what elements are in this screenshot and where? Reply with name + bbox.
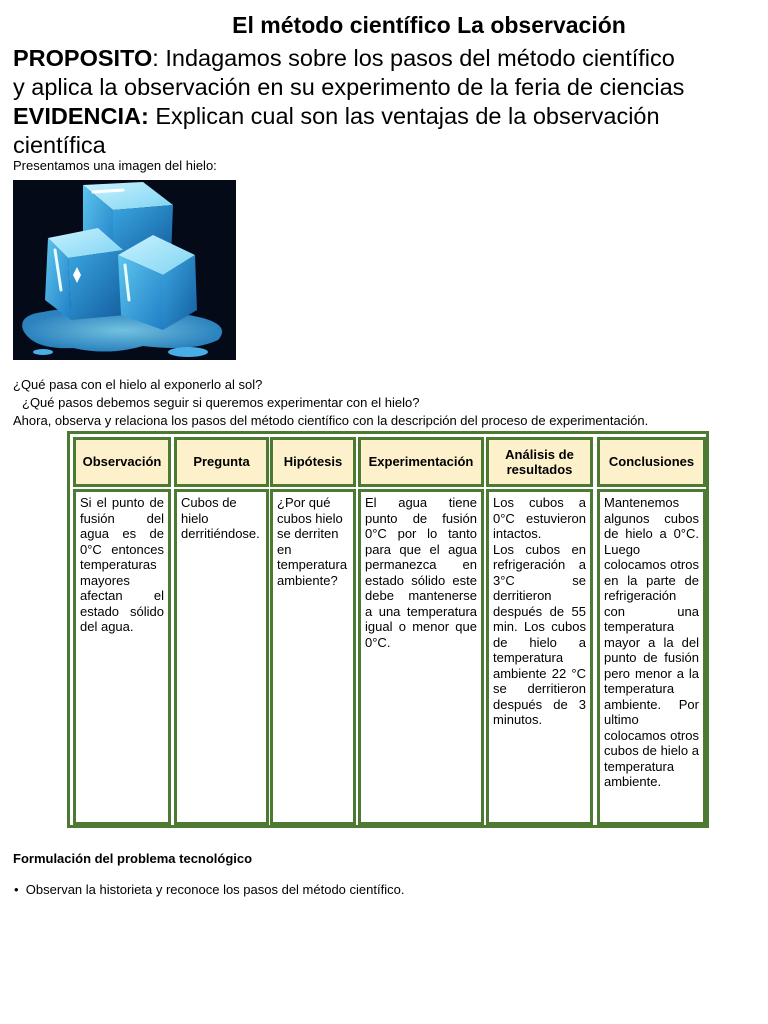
cell-pregunta bbox=[174, 489, 269, 825]
proposito-label: PROPOSITO bbox=[13, 45, 153, 71]
cell-conclusiones bbox=[597, 489, 706, 825]
proposito-text-2: y aplica la observación en su experimento de la feria de ciencias bbox=[13, 74, 685, 100]
bullet-item bbox=[14, 882, 404, 897]
section-title: Formulación del problema tecnológico bbox=[13, 851, 253, 866]
header-experimentacion: Experimentación bbox=[358, 437, 484, 487]
cell-observacion-text: Si el punto de fusión del agua es de 0°C entonces temperaturas mayores afectan el estado sólido del agua. bbox=[80, 495, 164, 634]
evidencia-text-1: Explican cual son las ventajas de la observación bbox=[148, 103, 660, 129]
header-conclusiones: Conclusiones bbox=[597, 437, 706, 487]
cell-hipotesis-text: ¿Por qué cubos hielo se derriten en temperatura ambiente? bbox=[277, 495, 348, 588]
header-analisis: Análisis de resultados bbox=[486, 437, 593, 487]
header-observacion: Observación bbox=[73, 437, 171, 487]
header-pregunta: Pregunta bbox=[174, 437, 269, 487]
cell-analisis bbox=[486, 489, 593, 825]
page-title: El método científico La observación bbox=[232, 12, 626, 38]
question-1: ¿Qué pasa con el hielo al exponerlo al sol? bbox=[13, 377, 263, 392]
cell-hipotesis bbox=[270, 489, 356, 825]
cell-conclusiones-text: Mantenemos algunos cubos de hielo a 0°C. Luego colocamos otros en la parte de refrigeración con una temperatura mayor a la del punto de fusión pero menor a la temperatura ambiente. Por ultimo colocamos otros cubos de hielo a temperatura ambiente. bbox=[604, 495, 699, 789]
cell-experimentacion bbox=[358, 489, 484, 825]
proposito-text-1: : Indagamos sobre los pasos del método científico bbox=[152, 45, 675, 71]
instruction-text: Ahora, observa y relaciona los pasos del método científico con la descripción del proceso de experimentación. bbox=[13, 413, 649, 428]
cell-pregunta-text: Cubos de hielo derritiéndose. bbox=[181, 495, 260, 541]
intro-text: Presentamos una imagen del hielo: bbox=[13, 158, 217, 173]
proposito-line-1 bbox=[13, 44, 675, 73]
question-2: ¿Qué pasos debemos seguir si queremos experimentar con el hielo? bbox=[22, 395, 420, 410]
bullet-text: Observan la historieta y reconoce los pasos del método científico. bbox=[25, 882, 405, 897]
cell-analisis-text: Los cubos a 0°C estuvieron intactos. Los cubos en refrigeración a 3°C se derritieron después de 55 min. Los cubos de hielo a temperatura ambiente 22 °C se derritieron después de 3 minutos. bbox=[493, 495, 586, 727]
header-hipotesis: Hipótesis bbox=[270, 437, 356, 487]
cell-experimentacion-text: El agua tiene punto de fusión 0°C por lo tanto para que el agua permanezca en estado sólido este debe mantenerse a una temperatura igual o menor que 0°C. bbox=[365, 495, 477, 650]
evidencia-label: EVIDENCIA: bbox=[13, 103, 149, 129]
cell-observacion bbox=[73, 489, 171, 825]
evidencia-line-1 bbox=[13, 102, 660, 131]
evidencia-text-2: científica bbox=[13, 132, 106, 158]
bullet-symbol: • bbox=[14, 882, 19, 897]
scientific-method-table bbox=[67, 431, 709, 828]
ice-cubes-image bbox=[13, 180, 236, 360]
